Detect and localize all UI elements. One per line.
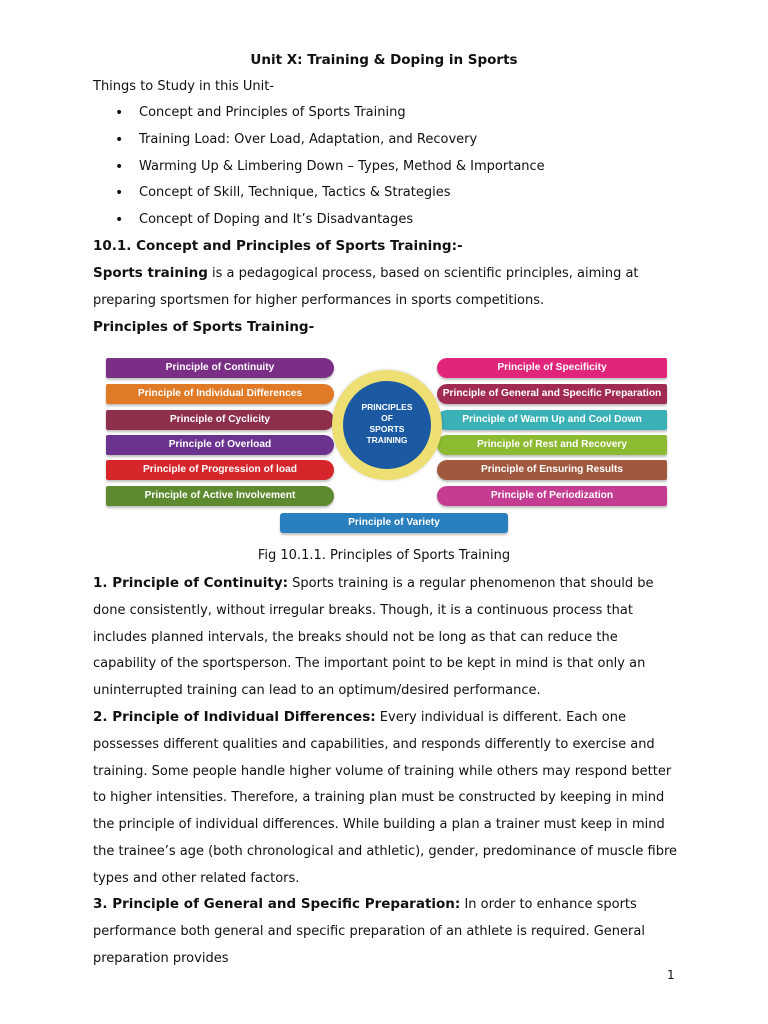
definition-term: Sports training (93, 265, 208, 281)
paragraph-lead: 1. Principle of Continuity: (93, 575, 289, 591)
principle-paragraph (93, 570, 683, 705)
study-item: • Concept of Doping and It’s Disadvantages (93, 207, 545, 234)
section-heading: 10.1. Concept and Principles of Sports Training:- (93, 238, 463, 254)
principle-pill: Principle of Continuity (106, 358, 334, 378)
bullet-icon: • (115, 158, 124, 175)
bullet-icon: • (115, 185, 124, 202)
principle-pill: Principle of Cyclicity (106, 410, 334, 430)
principle-pill: Principle of Individual Differences (106, 384, 334, 404)
paragraph-text: Sports training is a regular phenomenon that should be done consistently, without irregular breaks. Though, it is a continuous process that includes planned intervals, the breaks should not be long as that can reduce the capability of the sportsperson. The important point to be kept in mind is that only an uninterrupted training can lead to an optimum/desired performance. (93, 576, 654, 699)
principle-pill: Principle of Periodization (437, 486, 667, 506)
study-item: • Concept of Skill, Technique, Tactics & Strategies (93, 180, 545, 207)
principle-pill: Principle of General and Specific Preparation (437, 384, 667, 404)
definition-text: is a pedagogical process, based on scientific principles, aiming at preparing sportsmen for higher performances in sports competitions. (93, 266, 639, 308)
definition-paragraph (93, 260, 683, 315)
study-list (93, 100, 545, 234)
page-title: Unit X: Training & Doping in Sports (250, 52, 518, 68)
principle-paragraph (93, 704, 683, 893)
paragraph-text: Every individual is different. Each one possesses different qualities and capabilities, and responds differently to exercise and training. Some people handle higher volume of training while others may respond better to higher intensities. Therefore, a training plan must be constructed by keeping in mind the principle of individual differences. While building a plan a trainer must keep in mind the trainee’s age (both chronological and athletic), gender, predominance of muscle fibre types and other related factors. (93, 710, 678, 886)
figure-caption: Fig 10.1.1. Principles of Sports Training (257, 548, 511, 563)
bullet-icon: • (115, 131, 124, 148)
principles-heading: Principles of Sports Training- (93, 319, 315, 335)
principle-pill: Principle of Warm Up and Cool Down (437, 410, 667, 430)
principle-paragraph (93, 891, 683, 972)
bullet-icon: • (115, 105, 124, 121)
principle-pill: Principle of Specificity (437, 358, 667, 378)
page-number: 1 (667, 968, 675, 982)
study-item: • Warming Up & Limbering Down – Types, Method & Importance (93, 154, 545, 181)
study-item: • Training Load: Over Load, Adaptation, and Recovery (93, 127, 545, 154)
principle-pill: Principle of Rest and Recovery (437, 435, 667, 455)
diagram-center-label: PRINCIPLES OF SPORTS TRAINING (361, 402, 413, 445)
paragraph-lead: 2. Principle of Individual Differences: (93, 709, 376, 725)
bullet-icon: • (115, 212, 124, 229)
principle-pill: Principle of Overload (106, 435, 334, 455)
principle-pill: Principle of Progression of load (106, 460, 334, 480)
study-item: • Concept and Principles of Sports Training (93, 100, 545, 127)
paragraph-text: In order to enhance sports performance both general and specific preparation of an athlete is required. General preparation provides (93, 897, 645, 966)
principle-pill: Principle of Ensuring Results (437, 460, 667, 480)
principles-diagram (100, 354, 670, 536)
principle-pill: Principle of Active Involvement (106, 486, 334, 506)
study-intro: Things to Study in this Unit- (93, 79, 275, 94)
principle-pill: Principle of Variety (280, 513, 508, 533)
paragraph-lead: 3. Principle of General and Specific Preparation: (93, 896, 461, 912)
